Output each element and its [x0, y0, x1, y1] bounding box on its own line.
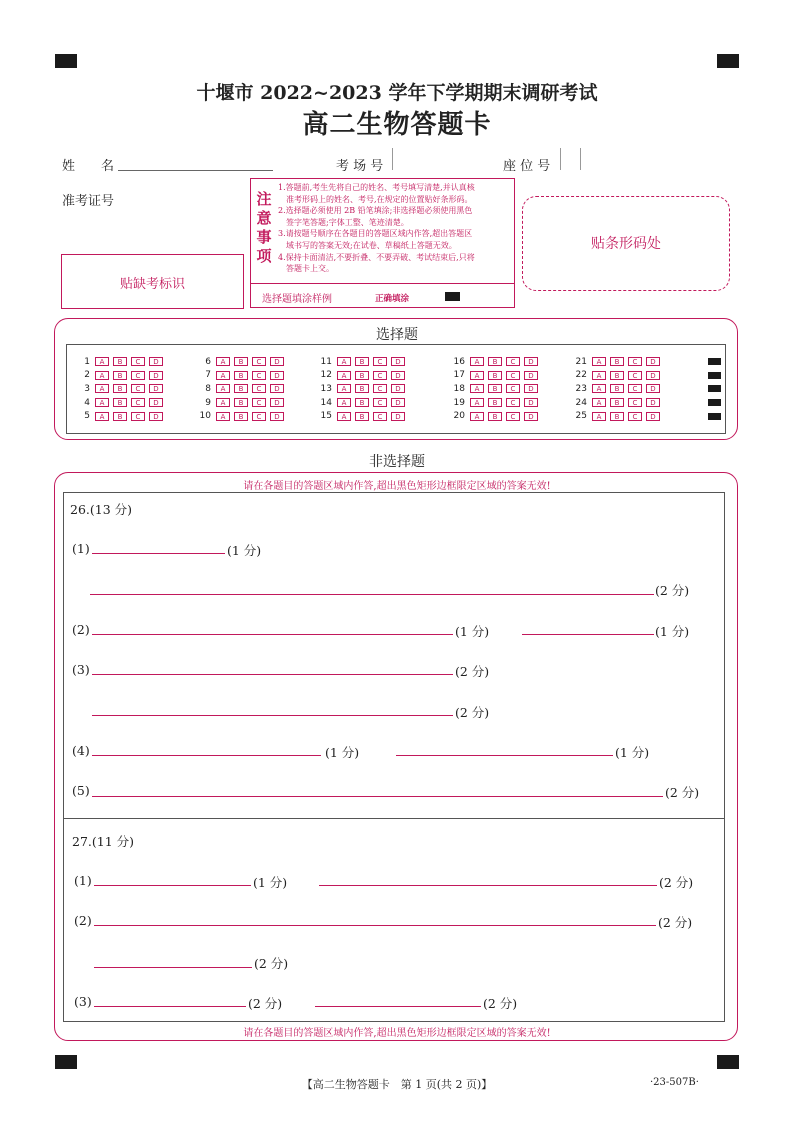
- notice-line: 1.答题前,考生先将自己的姓名、考号填写清楚,并认真核: [278, 183, 475, 192]
- timing-mark: [708, 385, 721, 392]
- q27-part-1a-answer-line[interactable]: [94, 885, 251, 886]
- option-c-bubble[interactable]: C: [628, 398, 642, 407]
- timing-mark: [708, 413, 721, 420]
- q26-part-2b-answer-line[interactable]: [522, 634, 654, 635]
- choice-question-row: [72, 369, 167, 383]
- option-b-bubble[interactable]: B: [234, 398, 248, 407]
- option-c-bubble[interactable]: C: [131, 412, 145, 421]
- notice-line: 签字笔答题;字体工整、笔迹清楚。: [278, 217, 409, 227]
- room-label: 考 场 号: [336, 159, 384, 174]
- q26-part-5-label: (5): [72, 783, 90, 798]
- choice-question-row: [447, 369, 542, 383]
- option-c-bubble[interactable]: C: [373, 371, 387, 380]
- q27-part-1-label: (1): [74, 873, 92, 888]
- option-d-bubble[interactable]: D: [524, 371, 538, 380]
- choice-question-row: [193, 369, 288, 383]
- ticket-label: 准考证号: [62, 194, 115, 209]
- timing-mark: [708, 399, 721, 406]
- option-d-bubble[interactable]: D: [270, 412, 284, 421]
- q27-part-2b-score: (2 分): [254, 956, 289, 971]
- room-field[interactable]: [392, 148, 393, 170]
- q26-part-3a-answer-line[interactable]: [92, 674, 453, 675]
- option-d-bubble[interactable]: D: [646, 371, 660, 380]
- option-b-bubble[interactable]: B: [113, 398, 127, 407]
- choice-question-row: [447, 382, 542, 396]
- option-a-bubble[interactable]: A: [592, 357, 606, 366]
- choice-column: [314, 355, 409, 423]
- question-number: 18: [453, 383, 465, 394]
- question-number: 22: [575, 370, 587, 381]
- choice-column: [569, 355, 664, 423]
- option-d-bubble[interactable]: D: [149, 371, 163, 380]
- option-c-bubble[interactable]: C: [131, 357, 145, 366]
- choice-question-row: [193, 382, 288, 396]
- option-b-bubble[interactable]: B: [488, 398, 502, 407]
- option-c-bubble[interactable]: C: [628, 384, 642, 393]
- question-number: 7: [205, 370, 211, 381]
- q26-part-3b-score: (2 分): [455, 705, 490, 720]
- option-c-bubble[interactable]: C: [252, 384, 266, 393]
- option-b-bubble[interactable]: B: [234, 371, 248, 380]
- choice-question-row: [314, 355, 409, 369]
- option-c-bubble[interactable]: C: [252, 398, 266, 407]
- option-d-bubble[interactable]: D: [149, 357, 163, 366]
- option-d-bubble[interactable]: D: [270, 398, 284, 407]
- name-field[interactable]: [118, 170, 273, 171]
- q27-part-2a-score: (2 分): [658, 915, 693, 930]
- choice-question-row: [569, 396, 664, 410]
- position-mark-bottom-left: [55, 1055, 77, 1069]
- question-number: 12: [320, 370, 332, 381]
- q26-part-1-score: (1 分): [227, 543, 262, 558]
- option-c-bubble[interactable]: C: [506, 398, 520, 407]
- q26-part-4a-answer-line[interactable]: [92, 755, 321, 756]
- option-a-bubble[interactable]: A: [337, 384, 351, 393]
- option-a-bubble[interactable]: A: [592, 371, 606, 380]
- q27-part-1b-score: (2 分): [659, 875, 694, 890]
- card-title: 高二生物答题卡: [302, 110, 492, 140]
- choice-question-row: [447, 396, 542, 410]
- option-d-bubble[interactable]: D: [270, 357, 284, 366]
- option-d-bubble[interactable]: D: [149, 384, 163, 393]
- answer-area-warning-bottom: 请在各题目的答题区域内作答,超出黑色矩形边框限定区域的答案无效!: [243, 1028, 551, 1039]
- paper-code: ·23-507B·: [650, 1077, 699, 1088]
- question-27-title: 27.(11 分): [72, 834, 135, 849]
- nonchoice-section-title: 非选择题: [369, 454, 425, 470]
- option-c-bubble[interactable]: C: [506, 412, 520, 421]
- option-b-bubble[interactable]: B: [113, 371, 127, 380]
- option-a-bubble[interactable]: A: [95, 412, 109, 421]
- option-a-bubble[interactable]: A: [470, 398, 484, 407]
- question-number: 17: [453, 370, 465, 381]
- option-b-bubble[interactable]: B: [113, 357, 127, 366]
- exam-title: 十堰市 2022~2023 学年下学期期末调研考试: [196, 82, 598, 104]
- option-b-bubble[interactable]: B: [234, 384, 248, 393]
- option-b-bubble[interactable]: B: [355, 412, 369, 421]
- question-number: 25: [575, 411, 587, 422]
- option-d-bubble[interactable]: D: [391, 357, 405, 366]
- option-c-bubble[interactable]: C: [628, 412, 642, 421]
- q27-part-3-label: (3): [74, 994, 92, 1009]
- choice-section-title: 选择题: [376, 327, 418, 343]
- option-a-bubble[interactable]: A: [470, 384, 484, 393]
- choice-question-row: [193, 396, 288, 410]
- option-a-bubble[interactable]: A: [470, 371, 484, 380]
- question-number: 19: [453, 397, 465, 408]
- option-a-bubble[interactable]: A: [337, 398, 351, 407]
- question-number: 20: [453, 411, 465, 422]
- q26-part-1b-answer-line[interactable]: [90, 594, 654, 595]
- question-number: 8: [205, 383, 211, 394]
- option-c-bubble[interactable]: C: [373, 412, 387, 421]
- option-b-bubble[interactable]: B: [113, 384, 127, 393]
- option-d-bubble[interactable]: D: [270, 384, 284, 393]
- option-a-bubble[interactable]: A: [95, 398, 109, 407]
- option-d-bubble[interactable]: D: [524, 412, 538, 421]
- notice-line: 答题卡上交。: [278, 264, 334, 274]
- option-d-bubble[interactable]: D: [524, 384, 538, 393]
- option-b-bubble[interactable]: B: [610, 357, 624, 366]
- option-b-bubble[interactable]: B: [488, 412, 502, 421]
- name-label: 姓 名: [62, 159, 115, 174]
- q26-part-1b-score: (2 分): [655, 583, 690, 598]
- notice-title-char: 事: [256, 228, 272, 246]
- option-a-bubble[interactable]: A: [216, 371, 230, 380]
- q26-part-2b-score: (1 分): [655, 624, 690, 639]
- q27-part-3a-score: (2 分): [248, 996, 283, 1011]
- q26-part-5-score: (2 分): [665, 785, 700, 800]
- q27-part-3b-answer-line[interactable]: [315, 1006, 481, 1007]
- option-c-bubble[interactable]: C: [373, 398, 387, 407]
- option-a-bubble[interactable]: A: [95, 371, 109, 380]
- seat-label: 座 位 号: [503, 159, 551, 174]
- timing-mark: [708, 372, 721, 379]
- q26-part-2a-answer-line[interactable]: [92, 634, 453, 635]
- option-a-bubble[interactable]: A: [216, 357, 230, 366]
- choice-question-row: [314, 382, 409, 396]
- choice-column: [447, 355, 542, 423]
- q27-part-2b-answer-line[interactable]: [94, 967, 252, 968]
- choice-question-row: [569, 355, 664, 369]
- option-a-bubble[interactable]: A: [216, 384, 230, 393]
- position-mark-top-left: [55, 54, 77, 68]
- q27-part-1b-answer-line[interactable]: [319, 885, 657, 886]
- option-d-bubble[interactable]: D: [646, 357, 660, 366]
- question-number: 14: [320, 397, 332, 408]
- notice-line: 3.请按题号顺序在各题目的答题区域内作答,超出答题区: [278, 229, 473, 239]
- choice-question-row: [314, 409, 409, 423]
- option-d-bubble[interactable]: D: [391, 398, 405, 407]
- option-b-bubble[interactable]: B: [355, 384, 369, 393]
- q27-part-2-label: (2): [74, 913, 92, 928]
- choice-question-row: [569, 409, 664, 423]
- option-c-bubble[interactable]: C: [506, 371, 520, 380]
- notice-line: 4.保持卡面清洁,不要折叠、不要弄破、考试结束后,只将: [278, 252, 475, 262]
- option-b-bubble[interactable]: B: [610, 371, 624, 380]
- choice-question-row: [447, 409, 542, 423]
- position-mark-top-right: [717, 54, 739, 68]
- option-c-bubble[interactable]: C: [506, 357, 520, 366]
- option-b-bubble[interactable]: B: [610, 384, 624, 393]
- option-c-bubble[interactable]: C: [131, 371, 145, 380]
- q26-part-4b-score: (1 分): [615, 745, 650, 760]
- q26-part-4-label: (4): [72, 743, 90, 758]
- question-number: 5: [84, 411, 90, 422]
- choice-column: [193, 355, 288, 423]
- question-number: 1: [84, 356, 90, 367]
- question-number: 3: [84, 383, 90, 394]
- option-a-bubble[interactable]: A: [592, 384, 606, 393]
- page-footer: 【高二生物答题卡 第 1 页(共 2 页)】: [301, 1078, 493, 1091]
- option-a-bubble[interactable]: A: [337, 412, 351, 421]
- question-number: 13: [320, 383, 332, 394]
- option-b-bubble[interactable]: B: [488, 357, 502, 366]
- option-d-bubble[interactable]: D: [524, 398, 538, 407]
- choice-question-row: [72, 409, 167, 423]
- option-d-bubble[interactable]: D: [149, 398, 163, 407]
- question-number: 4: [84, 397, 90, 408]
- position-mark-bottom-right: [717, 1055, 739, 1069]
- question-number: 2: [84, 370, 90, 381]
- q27-part-3b-score: (2 分): [483, 996, 518, 1011]
- barcode-label: 贴条形码处: [591, 236, 661, 252]
- option-d-bubble[interactable]: D: [646, 398, 660, 407]
- choice-question-row: [447, 355, 542, 369]
- question-number: 16: [453, 356, 465, 367]
- question-number: 6: [205, 356, 211, 367]
- option-d-bubble[interactable]: D: [149, 412, 163, 421]
- q27-part-3a-answer-line[interactable]: [94, 1006, 246, 1007]
- option-b-bubble[interactable]: B: [355, 398, 369, 407]
- option-c-bubble[interactable]: C: [628, 357, 642, 366]
- fill-sample-label: 选择题填涂样例: [262, 294, 332, 305]
- q26-part-2-label: (2): [72, 622, 90, 637]
- notice-text: [278, 182, 512, 275]
- q27-part-1a-score: (1 分): [253, 875, 288, 890]
- q26-part-1-answer-line[interactable]: [92, 553, 225, 554]
- q26-part-2a-score: (1 分): [455, 624, 490, 639]
- option-d-bubble[interactable]: D: [391, 412, 405, 421]
- notice-title-char: 项: [256, 247, 272, 265]
- option-c-bubble[interactable]: C: [252, 357, 266, 366]
- option-c-bubble[interactable]: C: [131, 384, 145, 393]
- option-c-bubble[interactable]: C: [131, 398, 145, 407]
- option-a-bubble[interactable]: A: [337, 357, 351, 366]
- correct-fill-label: 正确填涂: [375, 294, 410, 304]
- option-a-bubble[interactable]: A: [470, 357, 484, 366]
- option-d-bubble[interactable]: D: [646, 412, 660, 421]
- choice-question-row: [72, 382, 167, 396]
- choice-question-row: [193, 409, 288, 423]
- choice-question-row: [569, 369, 664, 383]
- option-c-bubble[interactable]: C: [628, 371, 642, 380]
- option-d-bubble[interactable]: D: [270, 371, 284, 380]
- option-a-bubble[interactable]: A: [337, 371, 351, 380]
- option-b-bubble[interactable]: B: [610, 412, 624, 421]
- option-c-bubble[interactable]: C: [506, 384, 520, 393]
- choice-question-row: [314, 396, 409, 410]
- choice-question-row: [72, 355, 167, 369]
- option-d-bubble[interactable]: D: [524, 357, 538, 366]
- q26-part-4a-score: (1 分): [325, 745, 360, 760]
- q26-part-4b-answer-line[interactable]: [396, 755, 613, 756]
- option-b-bubble[interactable]: B: [610, 398, 624, 407]
- answer-area-warning-top: 请在各题目的答题区域内作答,超出黑色矩形边框限定区域的答案无效!: [243, 481, 551, 492]
- absent-sticker-box: [61, 254, 244, 309]
- option-d-bubble[interactable]: D: [646, 384, 660, 393]
- option-a-bubble[interactable]: A: [95, 384, 109, 393]
- seat-field-left[interactable]: [560, 148, 561, 170]
- question-number: 21: [575, 356, 587, 367]
- question-divider: [63, 818, 725, 819]
- option-b-bubble[interactable]: B: [234, 357, 248, 366]
- seat-field-right: [580, 148, 581, 170]
- notice-title: [253, 190, 275, 266]
- q26-part-1-label: (1): [72, 541, 90, 556]
- choice-column: [72, 355, 167, 423]
- notice-line: 2.选择题必须使用 2B 铅笔填涂;非选择题必须使用黑色: [278, 206, 473, 216]
- option-c-bubble[interactable]: C: [252, 412, 266, 421]
- option-b-bubble[interactable]: B: [355, 371, 369, 380]
- question-number: 15: [320, 411, 332, 422]
- absent-sticker-label: 贴缺考标识: [119, 277, 185, 292]
- correct-fill-sample: [445, 292, 460, 301]
- option-b-bubble[interactable]: B: [234, 412, 248, 421]
- q27-part-2a-answer-line[interactable]: [94, 925, 656, 926]
- option-d-bubble[interactable]: D: [391, 384, 405, 393]
- option-a-bubble[interactable]: A: [470, 412, 484, 421]
- question-number: 11: [320, 356, 332, 367]
- question-number: 10: [199, 411, 211, 422]
- q26-part-3a-score: (2 分): [455, 664, 490, 679]
- notice-title-char: 注: [256, 190, 272, 208]
- option-a-bubble[interactable]: A: [95, 357, 109, 366]
- question-number: 9: [205, 397, 211, 408]
- q26-part-3b-answer-line[interactable]: [92, 715, 453, 716]
- option-b-bubble[interactable]: B: [488, 371, 502, 380]
- option-c-bubble[interactable]: C: [252, 371, 266, 380]
- choice-question-row: [193, 355, 288, 369]
- option-d-bubble[interactable]: D: [391, 371, 405, 380]
- q26-part-3-label: (3): [72, 662, 90, 677]
- q26-part-5-answer-line[interactable]: [92, 796, 663, 797]
- choice-question-row: [569, 382, 664, 396]
- option-c-bubble[interactable]: C: [373, 357, 387, 366]
- question-number: 24: [575, 397, 587, 408]
- option-b-bubble[interactable]: B: [355, 357, 369, 366]
- option-a-bubble[interactable]: A: [216, 412, 230, 421]
- notice-line: 准考形码上的姓名、考号,在规定的位置贴好条形码。: [278, 194, 473, 204]
- option-a-bubble[interactable]: A: [592, 398, 606, 407]
- question-number: 23: [575, 383, 587, 394]
- option-b-bubble[interactable]: B: [488, 384, 502, 393]
- notice-divider: [250, 283, 515, 284]
- notice-title-char: 意: [256, 209, 272, 227]
- choice-question-row: [314, 369, 409, 383]
- question-26-title: 26.(13 分): [70, 502, 133, 517]
- option-b-bubble[interactable]: B: [113, 412, 127, 421]
- option-a-bubble[interactable]: A: [216, 398, 230, 407]
- option-c-bubble[interactable]: C: [373, 384, 387, 393]
- option-a-bubble[interactable]: A: [592, 412, 606, 421]
- notice-line: 域书写的答案无效;在试卷、草稿纸上答题无效。: [278, 240, 457, 250]
- timing-mark: [708, 358, 721, 365]
- choice-question-row: [72, 396, 167, 410]
- barcode-area: [522, 196, 730, 291]
